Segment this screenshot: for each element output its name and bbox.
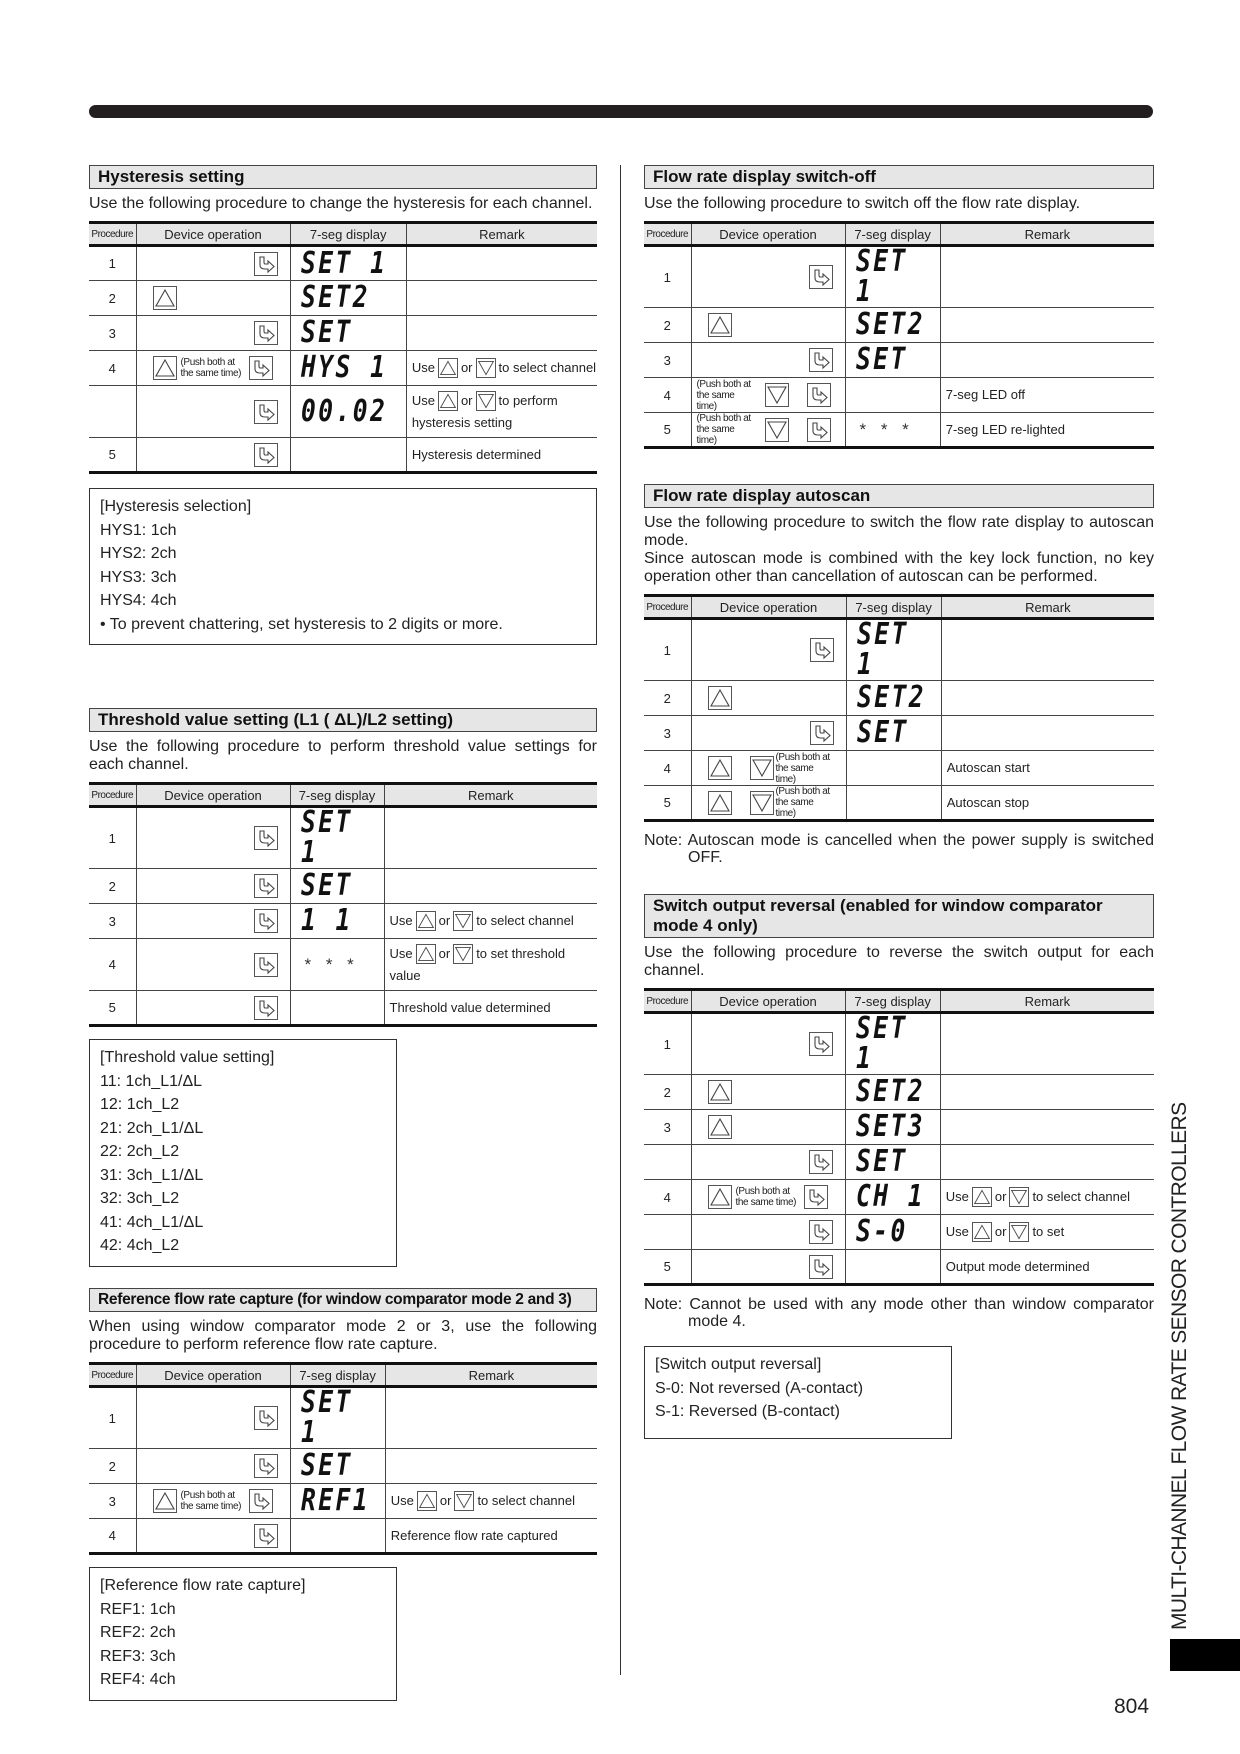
header-seg-display: 7-seg display — [290, 784, 384, 807]
remark — [940, 343, 1154, 378]
table-row — [89, 386, 597, 438]
remark-use: Use — [411, 392, 435, 408]
procedure-number: 1 — [89, 807, 136, 869]
procedure-number: 3 — [644, 716, 691, 751]
seg-display-value: SET2 — [855, 307, 925, 342]
remark — [406, 351, 597, 386]
set-key-icon — [254, 400, 278, 424]
switch-output-reversal-box — [644, 1346, 952, 1439]
seg-display-value: SET — [855, 1144, 908, 1179]
procedure-number: 3 — [89, 904, 136, 939]
push-both-note: (Push both at the same time) — [696, 378, 751, 412]
box-line: HYS2: 2ch — [100, 545, 177, 562]
set-key-icon — [807, 383, 831, 407]
table-row — [89, 904, 597, 939]
remark-text-line2: value — [389, 967, 421, 983]
table-row — [89, 316, 597, 351]
remark-text: to set threshold — [476, 945, 566, 961]
remark-use: Use — [390, 1493, 414, 1508]
push-both-note: (Push both at the same time) — [775, 751, 830, 785]
header-device-operation: Device operation — [691, 990, 845, 1013]
procedure-number — [89, 386, 136, 438]
box-line: S-0: Not reversed (A-contact) — [655, 1379, 864, 1397]
section-title: Threshold value setting (L1 ( ΔL)/L2 setting) — [89, 708, 597, 732]
down-key-icon — [476, 358, 496, 378]
remark — [941, 681, 1154, 716]
procedure-number: 3 — [644, 343, 691, 378]
autoscan-note: Note: Autoscan mode is cancelled when the power supply is switched OFF. — [644, 832, 1154, 866]
set-key-icon — [809, 1255, 833, 1279]
procedure-number: 1 — [644, 619, 691, 681]
remark-text: to select channel — [498, 360, 597, 375]
reversal-note: Note: Cannot be used with any mode other than window comparator mode 4. — [644, 1296, 1154, 1330]
remark-or: or — [994, 1189, 1007, 1204]
header-remark: Remark — [941, 596, 1154, 619]
procedure-number: 4 — [644, 1180, 691, 1215]
remark-text: to set — [1032, 1224, 1065, 1239]
box-line: HYS1: 1ch — [100, 521, 177, 539]
box-line: 41: 4ch_L1/ΔL — [100, 1213, 204, 1231]
table-row — [644, 1145, 1154, 1180]
seg-display-value: SET — [300, 315, 353, 350]
set-key-icon — [810, 721, 834, 745]
set-key-icon — [254, 321, 278, 345]
procedure-number: 3 — [644, 1110, 691, 1145]
set-key-icon — [249, 356, 273, 380]
set-key-icon — [810, 638, 834, 662]
box-line: 11: 1ch_L1/ΔL — [100, 1072, 203, 1090]
procedure-number: 2 — [644, 681, 691, 716]
table-row — [89, 869, 597, 904]
box-title: [Threshold value setting] — [100, 1049, 275, 1066]
header-seg-display: 7-seg display — [846, 596, 941, 619]
remark-use: Use — [411, 360, 435, 375]
table-row — [89, 438, 597, 473]
set-key-icon — [809, 1032, 833, 1056]
procedure-number — [644, 1145, 691, 1180]
seg-display-value: SET 1 — [300, 805, 353, 870]
seg-display-value: CH 1 — [855, 1179, 925, 1214]
seg-display-value: REF1 — [300, 1483, 370, 1518]
down-key-icon — [750, 791, 774, 815]
table-row — [89, 807, 597, 869]
up-key-icon — [708, 791, 732, 815]
set-key-icon — [804, 1185, 828, 1209]
set-key-icon — [254, 874, 278, 898]
down-key-icon — [765, 418, 789, 442]
procedure-number: 2 — [89, 1449, 136, 1484]
set-key-icon — [254, 443, 278, 467]
box-line: 12: 1ch_L2 — [100, 1096, 180, 1113]
up-key-icon — [153, 1489, 177, 1513]
header-procedure: Procedure — [644, 223, 691, 246]
remark: Output mode determined — [940, 1250, 1154, 1285]
set-key-icon — [807, 418, 831, 442]
box-line: 42: 4ch_L2 — [100, 1237, 180, 1254]
set-key-icon — [254, 1454, 278, 1478]
box-line: REF4: 4ch — [100, 1671, 176, 1688]
remark — [940, 1075, 1154, 1110]
set-key-icon — [249, 1489, 273, 1513]
seg-display-value: 00.02 — [300, 393, 387, 429]
down-key-icon — [750, 756, 774, 780]
procedure-number: 3 — [89, 1484, 136, 1519]
hysteresis-selection-box — [89, 488, 597, 645]
seg-display-value: SET 1 — [855, 244, 908, 309]
up-key-icon — [708, 1080, 732, 1104]
remark-text: to select channel — [477, 1493, 576, 1508]
remark — [384, 939, 597, 991]
procedure-number: 4 — [89, 1519, 136, 1554]
up-key-icon — [708, 686, 732, 710]
procedure-number: 4 — [89, 351, 136, 386]
table-row — [644, 1250, 1154, 1285]
seg-display-value: SET 1 — [300, 245, 387, 281]
header-device-operation: Device operation — [136, 1364, 290, 1387]
seg-display-value: SET2 — [855, 1074, 925, 1109]
remark — [940, 246, 1154, 308]
up-key-icon — [972, 1222, 992, 1242]
seg-display-value: SET 1 — [856, 617, 909, 682]
table-row — [644, 246, 1154, 308]
remark-use: Use — [945, 1189, 969, 1204]
box-line: 31: 3ch_L1/ΔL — [100, 1166, 204, 1184]
procedure-number: 2 — [644, 308, 691, 343]
procedure-number: 2 — [644, 1075, 691, 1110]
remark — [940, 308, 1154, 343]
table-row — [89, 1387, 597, 1449]
table-row — [644, 681, 1154, 716]
up-key-icon — [417, 1491, 437, 1511]
reference-capture-box — [89, 1567, 397, 1701]
table-row — [644, 1110, 1154, 1145]
procedure-table — [644, 988, 1154, 1286]
header-procedure: Procedure — [644, 990, 691, 1013]
section-intro — [644, 514, 1154, 586]
set-key-icon — [809, 1220, 833, 1244]
remark-text: to select channel — [1032, 1189, 1131, 1204]
seg-display-value: * * * — [859, 419, 914, 439]
remark-or: or — [460, 392, 473, 408]
header-device-operation: Device operation — [691, 596, 846, 619]
seg-display-value: SET 1 — [300, 1385, 353, 1450]
push-both-note: (Push both at the same time) — [735, 1186, 797, 1208]
table-row — [644, 343, 1154, 378]
box-line: 21: 2ch_L1/ΔL — [100, 1119, 204, 1137]
remark — [385, 1484, 597, 1519]
procedure-number: 4 — [89, 939, 136, 991]
up-key-icon — [708, 756, 732, 780]
procedure-number: 5 — [644, 1250, 691, 1285]
seg-display-value: SET — [856, 715, 909, 750]
up-key-icon — [416, 911, 436, 931]
side-tab-marker — [1170, 1639, 1240, 1671]
set-key-icon — [809, 265, 833, 289]
set-key-icon — [254, 953, 278, 977]
table-row — [89, 1519, 597, 1554]
table-row — [89, 939, 597, 991]
push-both-note: (Push both at the same time) — [180, 1490, 242, 1512]
down-key-icon — [1009, 1187, 1029, 1207]
hysteresis-section — [89, 165, 597, 645]
set-key-icon — [254, 1524, 278, 1548]
remark-or: or — [438, 913, 451, 928]
remark — [940, 1215, 1154, 1250]
threshold-section — [89, 708, 597, 1267]
switch-off-section — [644, 165, 1154, 449]
remark: Autoscan stop — [941, 786, 1154, 821]
seg-display-value: SET — [300, 868, 353, 903]
down-key-icon — [1009, 1222, 1029, 1242]
seg-display-value: SET — [855, 342, 908, 377]
procedure-number: 1 — [644, 246, 691, 308]
box-line: HYS4: 4ch — [100, 592, 177, 609]
table-row — [89, 1484, 597, 1519]
push-both-note: (Push both at the same time) — [180, 357, 242, 379]
push-both-note: (Push both at the same time) — [696, 413, 751, 446]
seg-display-value: 1 1 — [300, 903, 353, 938]
header-procedure: Procedure — [89, 1364, 136, 1387]
box-title: [Switch output reversal] — [655, 1356, 822, 1373]
column-divider — [620, 165, 621, 1675]
table-row — [89, 246, 597, 281]
header-remark: Remark — [940, 223, 1154, 246]
procedure-number: 3 — [89, 316, 136, 351]
box-line: REF3: 3ch — [100, 1647, 176, 1665]
section-intro: Use the following procedure to switch off the flow rate display. — [644, 195, 1081, 212]
table-row — [89, 991, 597, 1026]
set-key-icon — [254, 996, 278, 1020]
procedure-number: 4 — [644, 378, 691, 413]
procedure-number: 2 — [89, 869, 136, 904]
remark — [385, 1387, 597, 1449]
remark-or: or — [994, 1224, 1007, 1239]
box-line: • To prevent chattering, set hysteresis to 2 digits or more. — [100, 615, 503, 633]
procedure-number: 1 — [89, 246, 136, 281]
box-title: [Reference flow rate capture] — [100, 1577, 306, 1594]
reference-section — [89, 1288, 597, 1701]
section-title: Switch output reversal (enabled for window comparator mode 4 only) — [644, 894, 1154, 938]
header-remark: Remark — [940, 990, 1154, 1013]
header-procedure: Procedure — [89, 784, 136, 807]
down-key-icon — [454, 1491, 474, 1511]
remark: Threshold value determined — [384, 991, 597, 1026]
table-row — [644, 378, 1154, 413]
top-rule — [89, 105, 1153, 118]
side-section-label — [1168, 1102, 1228, 1630]
table-row — [644, 1013, 1154, 1075]
box-line: S-1: Reversed (B-contact) — [655, 1403, 840, 1420]
section-title: Hysteresis setting — [89, 165, 597, 189]
side-label-text: MULTI-CHANNEL FLOW RATE SENSOR CONTROLLERS — [1168, 1102, 1191, 1630]
table-row — [89, 281, 597, 316]
set-key-icon — [254, 252, 278, 276]
seg-display-value: S-0 — [855, 1214, 908, 1249]
table-row — [644, 786, 1154, 821]
procedure-number: 5 — [89, 991, 136, 1026]
procedure-number: 5 — [644, 413, 691, 448]
up-key-icon — [708, 1185, 732, 1209]
procedure-number: 5 — [89, 438, 136, 473]
remark: 7-seg LED re-lighted — [940, 413, 1154, 448]
remark — [940, 1145, 1154, 1180]
up-key-icon — [153, 356, 177, 380]
table-row — [644, 751, 1154, 786]
box-line: 22: 2ch_L2 — [100, 1143, 180, 1160]
remark — [384, 904, 597, 939]
procedure-table — [644, 221, 1154, 449]
section-intro: Use the following procedure to reverse the switch output for each channel. — [644, 944, 1154, 979]
remark: Hysteresis determined — [406, 438, 597, 473]
seg-display-value: SET2 — [856, 680, 926, 715]
remark: Reference flow rate captured — [385, 1519, 597, 1554]
remark — [406, 316, 597, 351]
procedure-number: 1 — [644, 1013, 691, 1075]
box-line: HYS3: 3ch — [100, 568, 177, 586]
section-intro: When using window comparator mode 2 or 3, use the following procedure to perform reference flow rate capture. — [89, 1318, 597, 1353]
section-title: Reference flow rate capture (for window comparator mode 2 and 3) — [89, 1288, 597, 1312]
header-device-operation: Device operation — [136, 223, 290, 246]
seg-display-value: SET2 — [300, 280, 370, 315]
procedure-table — [89, 221, 597, 474]
seg-display-value: SET — [300, 1448, 353, 1483]
box-line: REF2: 2ch — [100, 1624, 176, 1641]
header-seg-display: 7-seg display — [845, 990, 940, 1013]
autoscan-section — [644, 484, 1154, 866]
remark-or: or — [439, 1493, 452, 1508]
set-key-icon — [254, 1406, 278, 1430]
up-key-icon — [708, 313, 732, 337]
procedure-number: 4 — [644, 751, 691, 786]
remark — [941, 716, 1154, 751]
down-key-icon — [765, 383, 789, 407]
header-seg-display: 7-seg display — [845, 223, 940, 246]
table-row — [644, 1075, 1154, 1110]
section-intro: Use the following procedure to change the hysteresis for each channel. — [89, 195, 593, 212]
intro-paragraph: Use the following procedure to switch the flow rate display to autoscan mode. — [644, 514, 1154, 549]
remark: 7-seg LED off — [940, 378, 1154, 413]
remark — [940, 1180, 1154, 1215]
header-seg-display: 7-seg display — [290, 223, 406, 246]
section-title: Flow rate display switch-off — [644, 165, 1154, 189]
up-key-icon — [438, 358, 458, 378]
remark-text: to perform — [498, 392, 558, 408]
procedure-number — [644, 1215, 691, 1250]
up-key-icon — [972, 1187, 992, 1207]
procedure-number: 2 — [89, 281, 136, 316]
remark-or: or — [460, 360, 473, 375]
procedure-number: 5 — [644, 786, 691, 821]
header-procedure: Procedure — [89, 223, 136, 246]
box-line: 32: 3ch_L2 — [100, 1190, 180, 1207]
table-row — [644, 1215, 1154, 1250]
header-remark: Remark — [384, 784, 597, 807]
remark — [940, 1110, 1154, 1145]
set-key-icon — [254, 826, 278, 850]
remark-use: Use — [945, 1224, 969, 1239]
table-row — [644, 308, 1154, 343]
up-key-icon — [416, 944, 436, 964]
remark-or: or — [438, 945, 451, 961]
seg-display-value: HYS 1 — [300, 350, 387, 385]
push-both-note: (Push both at the same time) — [775, 786, 830, 819]
remark: Autoscan start — [941, 751, 1154, 786]
remark — [406, 281, 597, 316]
header-procedure: Procedure — [644, 596, 691, 619]
remark — [384, 807, 597, 869]
table-row — [644, 619, 1154, 681]
page-number: 804 — [1114, 1695, 1150, 1718]
box-line: REF1: 1ch — [100, 1600, 176, 1618]
procedure-table — [89, 1362, 597, 1555]
remark — [941, 619, 1154, 681]
table-row — [644, 413, 1154, 448]
procedure-table — [644, 594, 1154, 822]
header-remark: Remark — [406, 223, 597, 246]
procedure-number: 1 — [89, 1387, 136, 1449]
reversal-section — [644, 894, 1154, 1439]
remark — [406, 386, 597, 438]
section-title: Flow rate display autoscan — [644, 484, 1154, 508]
remark — [940, 1013, 1154, 1075]
down-key-icon — [476, 391, 496, 411]
down-key-icon — [453, 944, 473, 964]
table-row — [644, 716, 1154, 751]
up-key-icon — [438, 391, 458, 411]
set-key-icon — [809, 348, 833, 372]
down-key-icon — [453, 911, 473, 931]
remark-use: Use — [389, 945, 413, 961]
remark — [385, 1449, 597, 1484]
section-intro: Use the following procedure to perform threshold value settings for each channel. — [89, 738, 597, 773]
remark-text-line2: hysteresis setting — [411, 414, 513, 430]
up-key-icon — [708, 1115, 732, 1139]
header-seg-display: 7-seg display — [290, 1364, 385, 1387]
header-device-operation: Device operation — [691, 223, 845, 246]
up-key-icon — [153, 286, 177, 310]
table-row — [89, 351, 597, 386]
seg-display-value: * * * — [304, 954, 359, 974]
header-remark: Remark — [385, 1364, 597, 1387]
seg-display-value: SET3 — [855, 1109, 925, 1144]
seg-display-value: SET 1 — [855, 1011, 908, 1076]
table-row — [89, 1449, 597, 1484]
set-key-icon — [254, 909, 278, 933]
procedure-table — [89, 782, 597, 1027]
threshold-setting-box — [89, 1039, 397, 1267]
remark — [406, 246, 597, 281]
table-row — [644, 1180, 1154, 1215]
intro-paragraph: Since autoscan mode is combined with the key lock function, no key operation other than cancellation of autoscan can be performed. — [644, 550, 1154, 585]
remark — [384, 869, 597, 904]
remark-text: to select channel — [476, 913, 574, 928]
box-title: [Hysteresis selection] — [100, 498, 252, 515]
set-key-icon — [809, 1150, 833, 1174]
remark-use: Use — [389, 913, 413, 928]
header-device-operation: Device operation — [136, 784, 290, 807]
